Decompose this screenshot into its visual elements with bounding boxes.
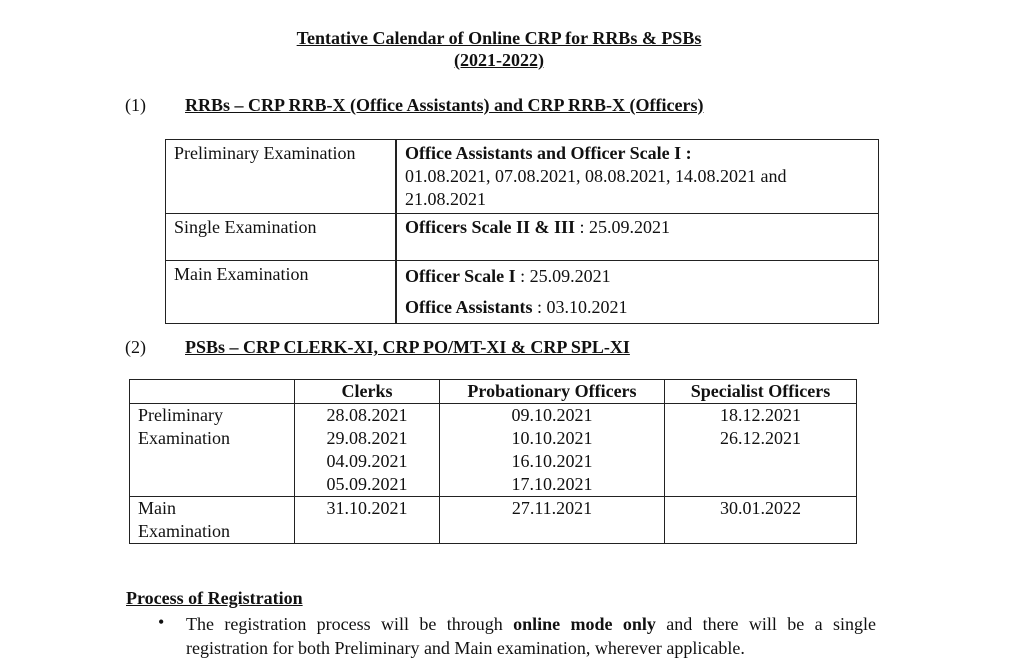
detail-dates: : 25.09.2021: [574, 217, 670, 237]
table-header-row: [130, 380, 857, 404]
detail-dates: 21.08.2021: [405, 189, 486, 209]
so-dates: 18.12.2021 26.12.2021: [665, 404, 857, 497]
detail-dates: 01.08.2021, 07.08.2021, 08.08.2021, 14.08.2021 and: [405, 166, 787, 186]
row-label: Main Examination: [130, 497, 295, 544]
detail-bold: Officer Scale I: [405, 266, 516, 286]
registration-text: The registration process will be through online mode only and there will be a single registration for both Preliminary and Main examination, wherever applicable.: [186, 614, 876, 658]
psb-schedule-table: [129, 379, 857, 544]
document-title: Tentative Calendar of Online CRP for RRBs & PSBs: [296, 28, 702, 48]
row-label: Preliminary Examination: [166, 140, 397, 214]
detail-dates: : 03.10.2021: [532, 297, 628, 317]
detail-bold: Office Assistants and Officer Scale I :: [405, 143, 692, 163]
row-detail: [396, 140, 879, 214]
detail-dates: : 25.09.2021: [515, 266, 611, 286]
column-header: Probationary Officers: [440, 380, 665, 404]
column-header: Specialist Officers: [665, 380, 857, 404]
section1-number: (1): [125, 95, 146, 115]
row-label: Main Examination: [166, 261, 397, 324]
table-row: [166, 214, 879, 261]
clerks-dates: 31.10.2021: [295, 497, 440, 544]
row-detail: [396, 261, 879, 324]
po-dates: 27.11.2021: [440, 497, 665, 544]
po-dates: 09.10.2021 10.10.2021 16.10.2021 17.10.2021: [440, 404, 665, 497]
section2-number: (2): [125, 337, 146, 357]
column-header: [130, 380, 295, 404]
section1-heading: RRBs – CRP RRB-X (Office Assistants) and CRP RRB-X (Officers): [185, 95, 704, 115]
column-header: Clerks: [295, 380, 440, 404]
section2-heading: PSBs – CRP CLERK-XI, CRP PO/MT-XI & CRP SPL-XI: [185, 337, 630, 357]
row-label: Single Examination: [166, 214, 397, 261]
rrb-schedule-table: [165, 139, 879, 324]
row-detail: [396, 214, 879, 261]
detail-bold: Office Assistants: [405, 297, 533, 317]
row-label: Preliminary Examination: [130, 404, 295, 497]
registration-heading: Process of Registration: [126, 588, 303, 608]
so-dates: 30.01.2022: [665, 497, 857, 544]
table-row: [166, 261, 879, 324]
clerks-dates: 28.08.2021 29.08.2021 04.09.2021 05.09.2021: [295, 404, 440, 497]
document-year: (2021-2022): [454, 50, 544, 70]
bullet-icon: •: [158, 612, 165, 632]
detail-bold: Officers Scale II & III: [405, 217, 575, 237]
table-row: [130, 404, 857, 497]
table-row: [130, 497, 857, 544]
table-row: [166, 140, 879, 214]
